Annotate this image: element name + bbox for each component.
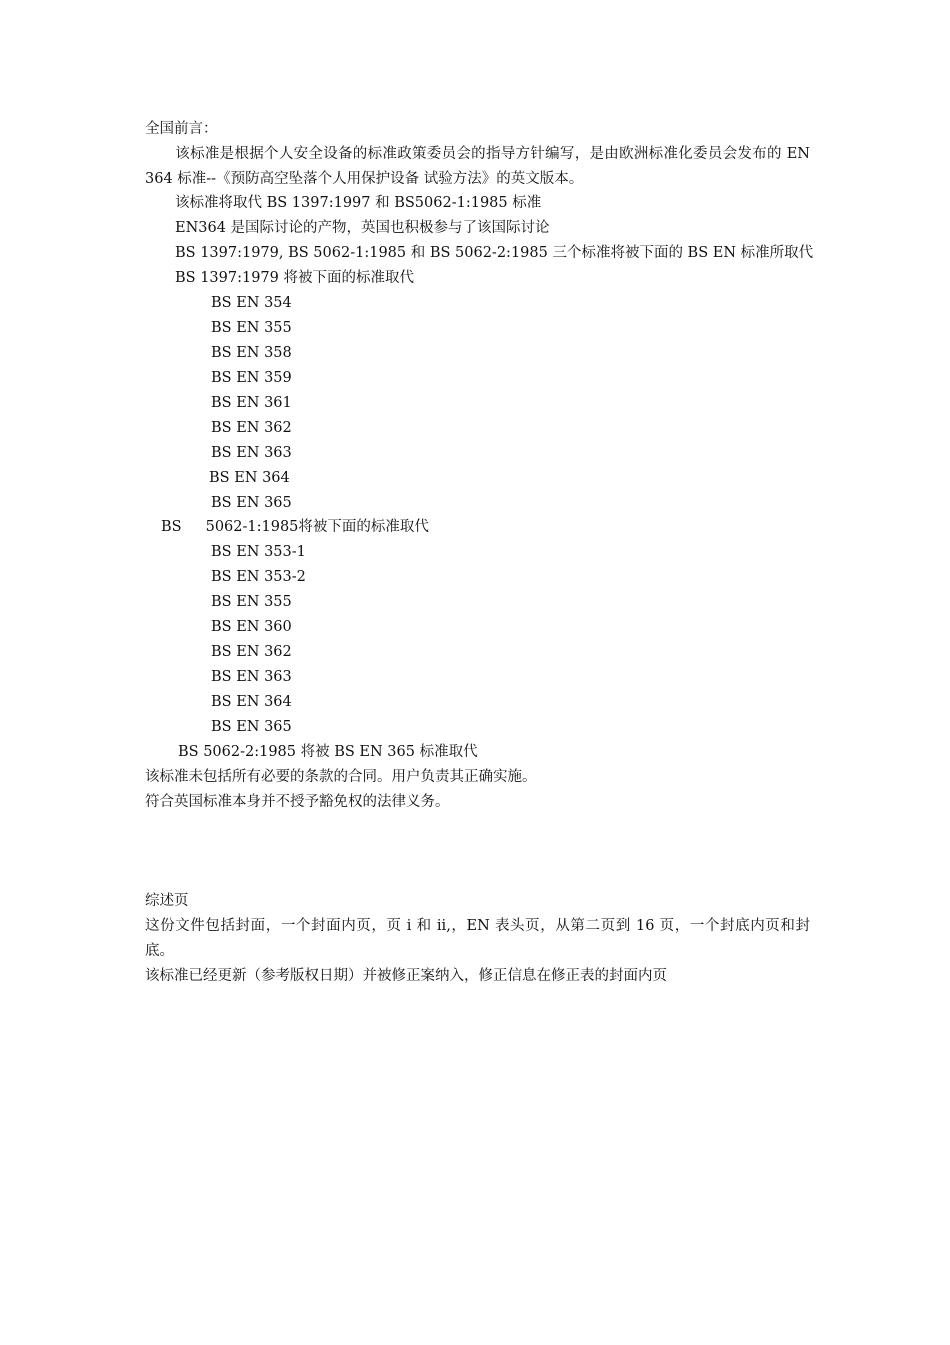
bs5062-2-replacement-line: BS 5062-2:1985 将被 BS EN 365 标准取代 <box>178 744 478 760</box>
bs1397-list-item: BS EN 365 <box>211 495 292 511</box>
contract-note: 该标准未包括所有必要的条款的合同。用户负责其正确实施。 <box>145 769 537 785</box>
bs1397-list-item: BS EN 354 <box>211 295 292 311</box>
preface-heading: 全国前言： <box>145 121 218 137</box>
en364-discussion-line: EN364 是国际讨论的产物，英国也积极参与了该国际讨论 <box>175 220 550 236</box>
summary-update-note: 该标准已经更新（参考版权日期）并被修正案纳入，修正信息在修正表的封面内页 <box>145 968 667 984</box>
bs5062-1-heading-text: 5062-1:1985将被下面的标准取代 <box>205 519 429 535</box>
bs5062-1-list-item: BS EN 362 <box>211 644 292 660</box>
bs1397-list-item: BS EN 364 <box>209 470 290 486</box>
bs1397-list-item: BS EN 359 <box>211 370 292 386</box>
replace-standards-line: 该标准将取代 BS 1397:1997 和 BS5062-1:1985 标准 <box>175 195 542 211</box>
bs5062-1-prefix: BS <box>161 519 182 535</box>
three-standards-line: BS 1397:1979, BS 5062-1:1985 和 BS 5062-2:1985 三个标准将被下面的 BS EN 标准所取代 <box>175 245 814 261</box>
preface-intro-text: 该标准是根据个人安全设备的标准政策委员会的指导方针编写，是由欧洲标准化委员会发布的 EN 364 标准--《预防高空坠落个人用保护设备 试验方法》的英文版本。 <box>145 146 810 187</box>
summary-heading: 综述页 <box>145 893 189 909</box>
bs5062-1-list-item: BS EN 364 <box>211 694 292 710</box>
bs5062-1-list-item: BS EN 353-2 <box>211 569 306 585</box>
bs5062-1-list-item: BS EN 363 <box>211 669 292 685</box>
bs1397-list-item: BS EN 361 <box>211 395 292 411</box>
bs1397-list-item: BS EN 363 <box>211 445 292 461</box>
bs1397-list-item: BS EN 362 <box>211 420 292 436</box>
summary-contents-paragraph: 这份文件包括封面，一个封面内页，页 i 和 ii,，EN 表头页，从第二页到 16 页，一个封底内页和封底。 <box>145 918 810 959</box>
bs5062-1-replacement-heading <box>161 517 429 537</box>
bs1397-list-item: BS EN 355 <box>211 320 292 336</box>
bs5062-1-list-item: BS EN 365 <box>211 719 292 735</box>
exemption-note: 符合英国标准本身并不授予豁免权的法律义务。 <box>145 794 450 810</box>
bs1397-list-item: BS EN 358 <box>211 345 292 361</box>
bs5062-1-list-item: BS EN 353-1 <box>211 544 306 560</box>
bs5062-1-list-item: BS EN 360 <box>211 619 292 635</box>
preface-intro-paragraph <box>145 142 810 191</box>
bs5062-1-list-item: BS EN 355 <box>211 594 292 610</box>
bs1397-replacement-heading: BS 1397:1979 将被下面的标准取代 <box>175 270 414 286</box>
